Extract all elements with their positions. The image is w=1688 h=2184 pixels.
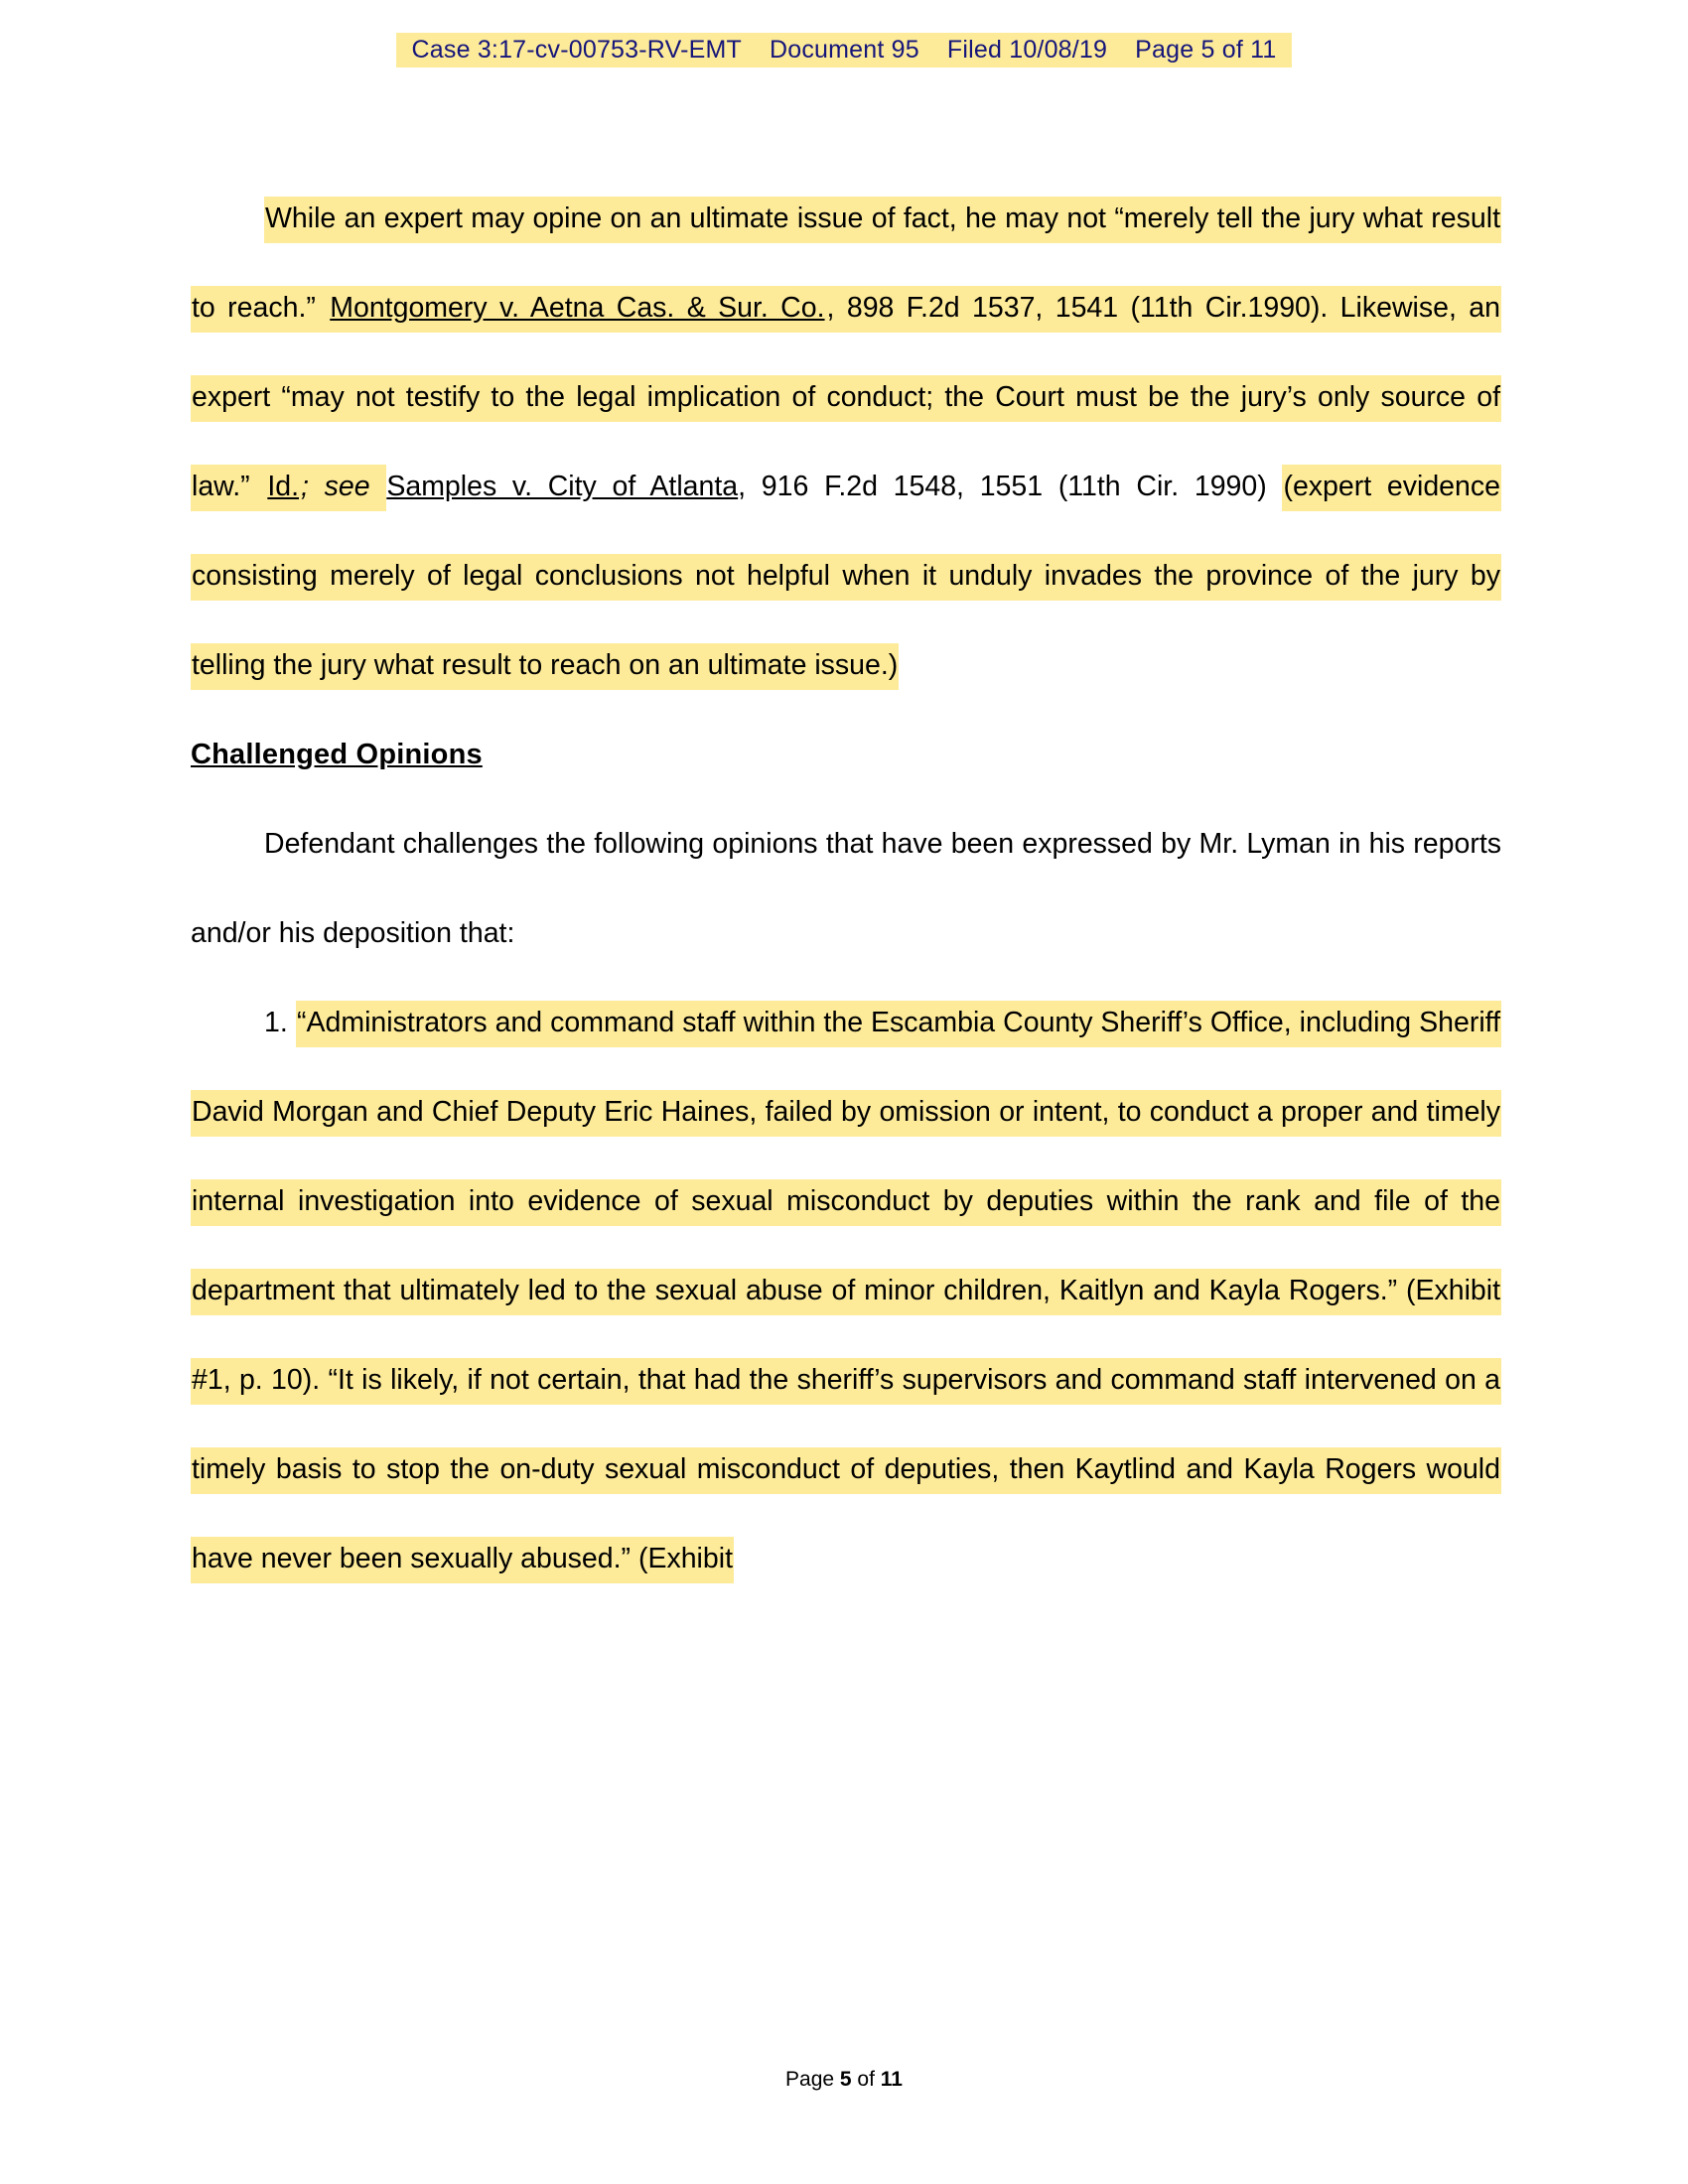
para1-segment-5: (expert evidence consisting merely of legal conclusions not helpful when it unduly invades the province of the jury by telling the jury what result to reach on an ultimate issue.) — [191, 465, 1501, 690]
para1-segment-2: , 898 F.2d 1537, 1541 (11th Cir.1990). Likewise, an expert “may not testify to the legal implication of conduct; the Court must be the jury’s only source of law.” — [191, 286, 1501, 511]
citation-montgomery: Montgomery v. Aetna Cas. & Sur. Co. — [329, 286, 825, 333]
citation-id: Id. — [266, 465, 300, 511]
paragraph-defendant-challenges — [191, 799, 1501, 978]
item1-text: “Administrators and command staff within the Escambia County Sheriff’s Office, including Sheriff David Morgan and Chief Deputy Eric Haines, failed by omission or intent, to conduct a proper and timely internal investigation into evidence of sexual misconduct by deputies within the rank and file of the department that ultimately led to the sexual abuse of minor children, Kaitlyn and Kayla Rogers.” (Exhibit #1, p. 10). “It is likely, if not certain, that had the sheriff’s supervisors and command staff intervened on a timely basis to stop the on-duty sexual misconduct of deputies, then Kaytlind and Kayla Rogers would have never been sexually abused.” (Exhibit — [191, 1001, 1501, 1583]
numbered-item-1 — [191, 978, 1501, 1603]
footer-page-number: 5 — [839, 2068, 852, 2091]
para1-segment-1: While an expert may opine on an ultimate issue of fact, he may not “merely tell the jury what result to reach.” — [191, 197, 1501, 333]
ecf-header-stamp — [0, 36, 1688, 65]
footer-prefix: Page — [785, 2068, 840, 2091]
paragraph-expert-opinion — [191, 174, 1501, 710]
page-footer — [0, 2068, 1688, 2092]
section-heading-challenged-opinions: Challenged Opinions — [191, 739, 483, 770]
ecf-document-number: Document 95 — [769, 36, 919, 64]
para1-segment-3: ; see — [300, 465, 386, 511]
item-number: 1. — [264, 1007, 288, 1038]
document-body — [191, 174, 1501, 1603]
citation-samples: Samples v. City of Atlanta — [386, 471, 739, 502]
footer-middle: of — [851, 2068, 881, 2091]
footer-total-pages: 11 — [880, 2068, 903, 2091]
ecf-filed-date: Filed 10/08/19 — [946, 36, 1108, 64]
ecf-page-indicator: Page 5 of 11 — [1135, 36, 1277, 64]
para2-text: Defendant challenges the following opinions that have been expressed by Mr. Lyman in his reports and/or his deposition that: — [191, 828, 1501, 949]
ecf-case-number: Case 3:17-cv-00753-RV-EMT — [411, 36, 742, 64]
para1-segment-4: , 916 F.2d 1548, 1551 (11th Cir. 1990) — [738, 471, 1283, 502]
